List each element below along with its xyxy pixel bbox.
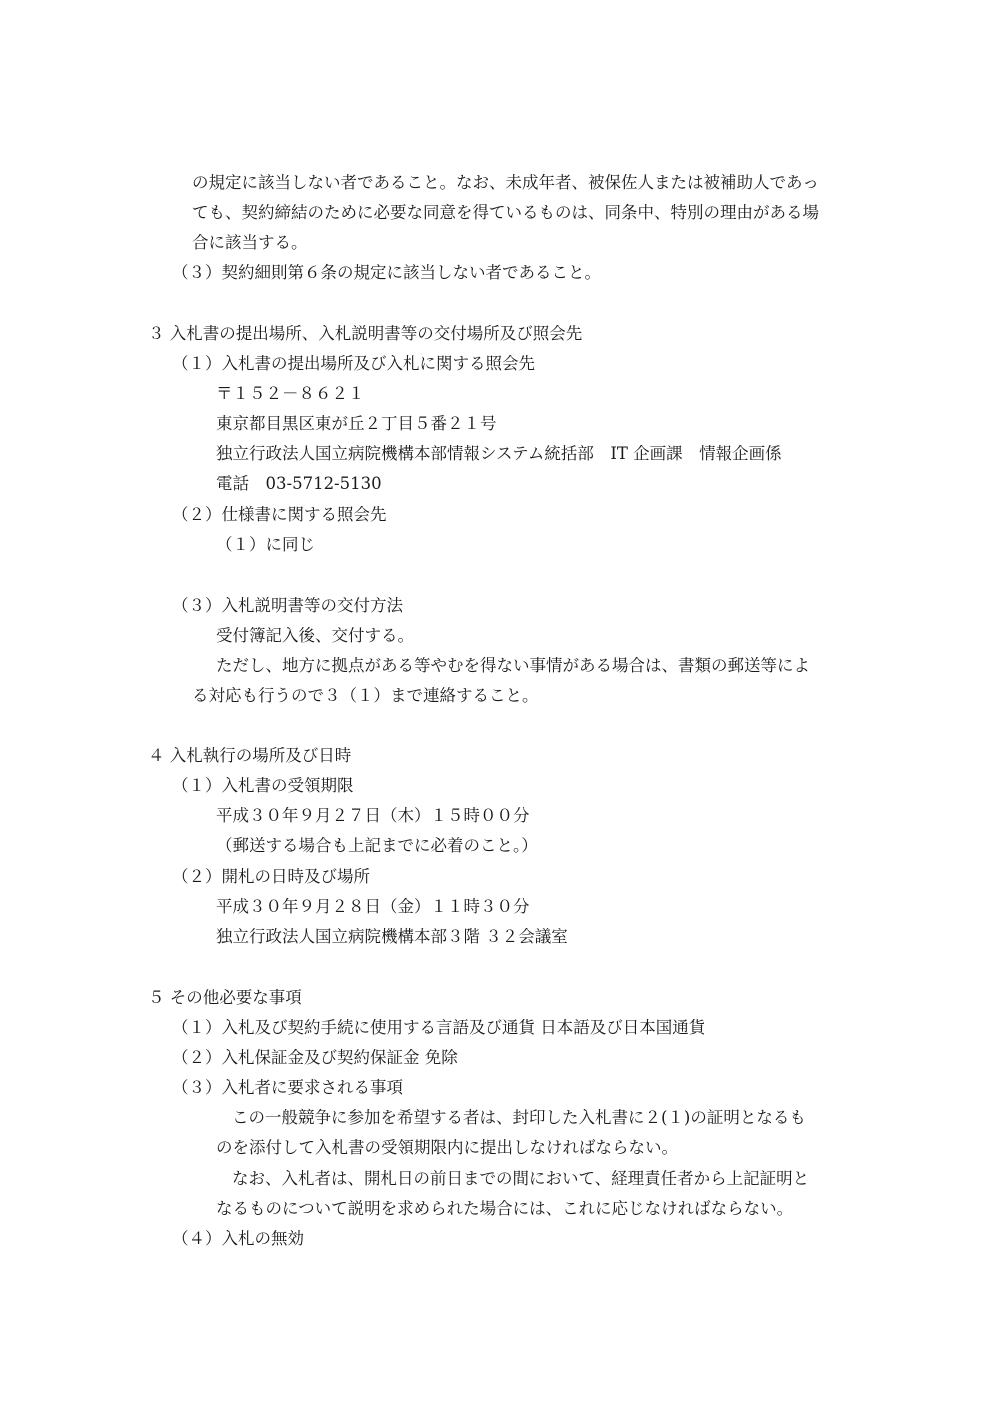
text-line: （郵送する場合も上記までに必着のこと。） <box>216 836 538 855</box>
text-line: 独立行政法人国立病院機構本部３階 ３２会議室 <box>216 927 568 946</box>
text-line: のを添付して入札書の受領期限内に提出しなければならない。 <box>216 1138 678 1157</box>
text-line: なお、入札者は、開札日の前日までの間において、経理責任者から上記証明と <box>232 1169 810 1188</box>
subsection-heading: （２）入札保証金及び契約保証金 免除 <box>172 1048 458 1067</box>
text-line: 受付簿記入後、交付する。 <box>216 626 414 645</box>
text-line: の規定に該当しない者であること。なお、未成年者、被保佐人または被補助人であっ <box>192 173 819 192</box>
text-line: この一般競争に参加を希望する者は、封印した入札書に２(１)の証明となるも <box>232 1108 806 1127</box>
text-line: 合に該当する。 <box>192 233 308 252</box>
text-line: 独立行政法人国立病院機構本部情報システム統括部 IT 企画課 情報企画係 <box>216 444 782 463</box>
text-line: （３）契約細則第６条の規定に該当しない者であること。 <box>172 263 601 282</box>
subsection-heading: （１）入札書の受領期限 <box>172 776 354 795</box>
text-line: なるものについて説明を求められた場合には、これに応じなければならない。 <box>216 1199 794 1218</box>
subsection-heading: （３）入札者に要求される事項 <box>172 1078 403 1097</box>
subsection-heading: （１）入札及び契約手続に使用する言語及び通貨 日本語及び日本国通貨 <box>172 1018 706 1037</box>
subsection-heading: （４）入札の無効 <box>172 1229 304 1248</box>
text-line: ただし、地方に拠点がある等やむを得ない事情がある場合は、書類の郵送等によ <box>216 656 810 675</box>
text-line: 平成３０年９月２８日（金）１１時３０分 <box>216 897 530 916</box>
subsection-heading: （３）入札説明書等の交付方法 <box>172 596 403 615</box>
subsection-heading: （２）仕様書に関する照会先 <box>172 505 387 524</box>
text-line: 東京都目黒区東が丘２丁目５番２１号 <box>216 414 497 433</box>
text-line: 平成３０年９月２７日（木）１５時００分 <box>216 806 530 825</box>
text-line: （１）に同じ <box>216 535 315 554</box>
subsection-heading: （１）入札書の提出場所及び入札に関する照会先 <box>172 354 535 373</box>
text-line: ても、契約締結のために必要な同意を得ているものは、同条中、特別の理由がある場 <box>192 203 819 222</box>
text-line: 〒１５２－８６２１ <box>216 384 365 403</box>
section-heading: ４ 入札執行の場所及び日時 <box>148 746 352 765</box>
section-heading: ３ 入札書の提出場所、入札説明書等の交付場所及び照会先 <box>148 324 583 343</box>
subsection-heading: （２）開札の日時及び場所 <box>172 867 370 886</box>
text-line: 電話 03-5712-5130 <box>216 474 382 493</box>
section-heading: ５ その他必要な事項 <box>148 988 302 1007</box>
text-line: る対応も行うので３（１）まで連絡すること。 <box>192 686 539 705</box>
